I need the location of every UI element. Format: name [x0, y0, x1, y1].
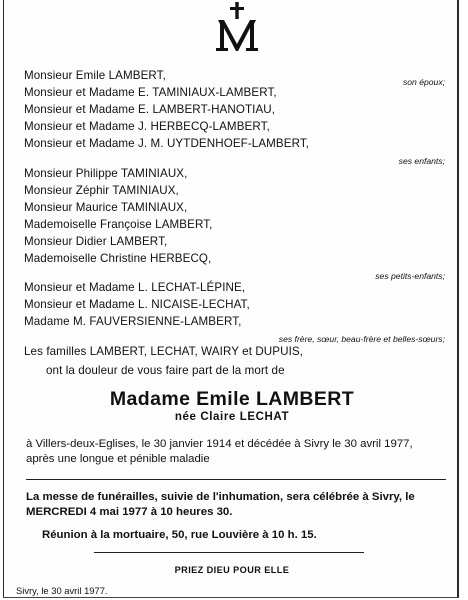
grandchild-line: Monsieur Zéphir TAMINIAUX, [24, 184, 179, 197]
role-spouse: son époux; [402, 77, 445, 87]
spouse-line: Monsieur Emile LAMBERT, [24, 69, 166, 82]
deceased-name: Madame Emile LAMBERT [109, 388, 355, 410]
prayer-line: PRIEZ DIEU POUR ELLE [174, 565, 290, 575]
child-line: Monsieur et Madame E. LAMBERT-HANOTIAU, [24, 103, 276, 116]
grandchild-line: Mademoiselle Françoise LAMBERT, [24, 218, 213, 231]
grandchild-line: Monsieur Didier LAMBERT, [24, 235, 168, 248]
divider [94, 552, 364, 553]
birth-name: née Claire LECHAT [174, 411, 290, 423]
child-line: Monsieur et Madame J. HERBECQ-LAMBERT, [24, 120, 270, 133]
divider [26, 479, 446, 480]
role-grandchildren: ses petits-enfants; [375, 271, 445, 281]
grandchild-line: Monsieur Philippe TAMINIAUX, [24, 167, 188, 180]
gathering-line: Réunion à la mortuaire, 50, rue Louvière à 10 h. 15. [42, 529, 317, 541]
death-notice-card [3, 0, 459, 598]
grandchild-line: Mademoiselle Christine HERBECQ, [24, 252, 212, 265]
grandchild-line: Monsieur Maurice TAMINIAUX, [24, 201, 188, 214]
child-line: Monsieur et Madame J. M. UYTDENHOEF-LAMBERT, [24, 137, 310, 150]
role-children: ses enfants; [398, 156, 445, 166]
cross-m-monogram-icon [210, 2, 264, 54]
funeral-paragraph: La messe de funérailles, suivie de l'inhumation, sera célébrée à Sivry, le MERCREDI 4 mai 1977 à 10 heures 30. [26, 491, 415, 518]
announcement-line: ont la douleur de vous faire part de la mort de [46, 364, 285, 377]
sibling-line: Monsieur et Madame L. NICAISE-LECHAT, [24, 298, 250, 311]
sibling-line: Madame M. FAUVERSIENNE-LAMBERT, [24, 315, 242, 328]
families-line: Les familles LAMBERT, LECHAT, WAIRY et DUPUIS, [24, 345, 304, 358]
place-date: Sivry, le 30 avril 1977. [16, 585, 108, 596]
birth-death-paragraph: à Villers-deux-Eglises, le 30 janvier 1914 et décédée à Sivry le 30 avril 1977, après une longue et pénible maladie [26, 438, 413, 465]
child-line: Monsieur et Madame E. TAMINIAUX-LAMBERT, [24, 86, 277, 99]
sibling-line: Monsieur et Madame L. LECHAT-LÉPINE, [24, 281, 246, 294]
role-siblings: ses frère, sœur, beau-frère et belles-sœurs; [278, 334, 445, 344]
